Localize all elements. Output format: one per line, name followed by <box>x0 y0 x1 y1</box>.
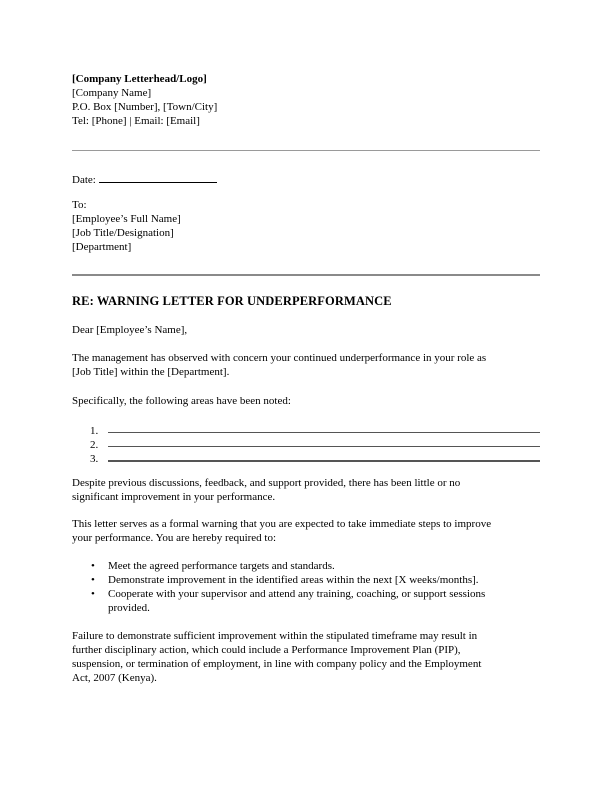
subject-heading: RE: WARNING LETTER FOR UNDERPERFORMANCE <box>72 294 392 308</box>
paragraph-line: This letter serves as a formal warning that you are expected to take immediate steps to improve <box>72 518 492 530</box>
requirements-list <box>72 559 540 615</box>
paragraph-line: your performance. You are hereby required to: <box>72 532 277 544</box>
paragraph-consequences <box>72 629 540 685</box>
paragraph-prior-support <box>72 476 540 504</box>
paragraph-line: Despite previous discussions, feedback, and support provided, there has been little or no <box>72 477 461 489</box>
numbered-areas-list <box>72 424 540 466</box>
list-item <box>72 587 540 615</box>
blank-fill-line[interactable] <box>108 432 540 433</box>
company-address: P.O. Box [Number], [Town/City] <box>72 101 218 113</box>
requirement-text: provided. <box>108 602 150 614</box>
requirement-text: Cooperate with your supervisor and attend any training, coaching, or support sessions <box>108 588 486 600</box>
company-name: [Company Name] <box>72 87 152 99</box>
list-item <box>72 424 540 438</box>
paragraph-line: suspension, or termination of employment, in line with company policy and the Employment <box>72 658 482 670</box>
letterhead-logo-placeholder: [Company Letterhead/Logo] <box>72 73 207 85</box>
bullet-icon: • <box>91 560 95 572</box>
list-item <box>72 573 540 587</box>
requirement-text: Meet the agreed performance targets and standards. <box>108 560 335 572</box>
item-number: 3. <box>90 453 99 465</box>
paragraph-formal-warning <box>72 517 540 545</box>
paragraph-line: [Job Title] within the [Department]. <box>72 366 230 378</box>
recipient-department: [Department] <box>72 241 132 253</box>
areas-intro: Specifically, the following areas have been noted: <box>72 395 291 407</box>
item-number: 1. <box>90 425 99 437</box>
paragraph-line: Act, 2007 (Kenya). <box>72 672 157 684</box>
paragraph-line: The management has observed with concern your continued underperformance in your role as <box>72 352 487 364</box>
date-label: Date: <box>72 174 96 186</box>
company-contact: Tel: [Phone] | Email: [Email] <box>72 115 200 127</box>
paragraph-line: Failure to demonstrate sufficient improvement within the stipulated timeframe may result in <box>72 630 478 642</box>
date-fill-line[interactable] <box>99 171 217 183</box>
recipient-divider <box>72 274 540 276</box>
recipient-job-title: [Job Title/Designation] <box>72 227 174 239</box>
list-item <box>72 559 540 573</box>
header-divider <box>72 150 540 151</box>
bullet-icon: • <box>91 574 95 586</box>
letterhead-block <box>72 72 540 128</box>
paragraph-line: further disciplinary action, which could include a Performance Improvement Plan (PIP), <box>72 644 461 656</box>
list-item <box>72 452 540 466</box>
paragraph-observation <box>72 351 540 379</box>
recipient-block <box>72 198 540 254</box>
date-row <box>72 171 540 187</box>
list-item <box>72 438 540 452</box>
blank-fill-line[interactable] <box>108 460 540 462</box>
bullet-icon: • <box>91 588 95 600</box>
requirement-text: Demonstrate improvement in the identified areas within the next [X weeks/months]. <box>108 574 479 586</box>
salutation: Dear [Employee’s Name], <box>72 324 188 336</box>
paragraph-line: significant improvement in your performance. <box>72 491 276 503</box>
blank-fill-line[interactable] <box>108 446 540 447</box>
recipient-name: [Employee’s Full Name] <box>72 213 181 225</box>
to-label: To: <box>72 199 87 211</box>
item-number: 2. <box>90 439 99 451</box>
